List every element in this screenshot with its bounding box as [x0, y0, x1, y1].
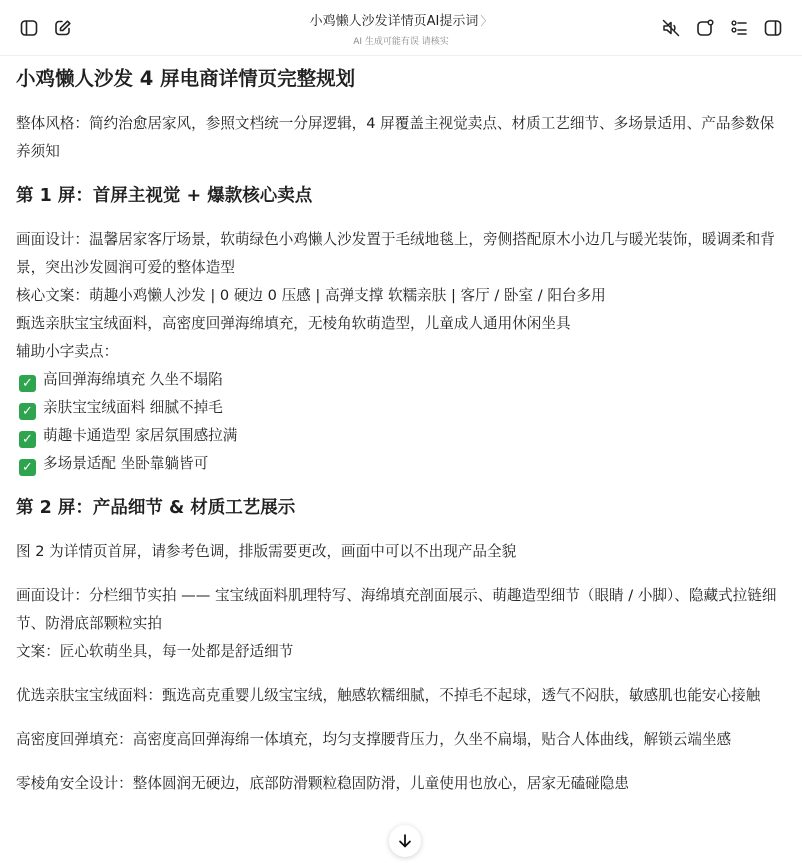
- list-item: [16, 422, 788, 450]
- chat-title[interactable]: [200, 10, 602, 29]
- check-icon: ✓: [19, 459, 36, 476]
- list-item-text: 高回弹海绵填充 久坐不塌陷: [43, 371, 223, 388]
- list-icon: [729, 18, 749, 38]
- list-item-text: 亲肤宝宝绒面料 细腻不掉毛: [43, 399, 223, 416]
- check-icon: ✓: [19, 431, 36, 448]
- section-2-heading: 第 2 屏：产品细节 & 材质工艺展示: [16, 498, 296, 518]
- outline-button[interactable]: [724, 13, 754, 43]
- sidebar-toggle-icon: [19, 18, 39, 38]
- chevron-right-icon: 〉: [480, 14, 493, 28]
- s2-note-paragraph: 图 2 为详情页首屏，请参考色调，排版需要更改，画面中可以不出现产品全貌: [16, 543, 517, 560]
- list-item: [16, 394, 788, 422]
- mute-button[interactable]: [656, 13, 686, 43]
- list-item: [16, 366, 788, 394]
- s2-filling-paragraph: 高密度回弹填充：高密度高回弹海绵一体填充，均匀支撑腰背压力，久坐不扁塌，贴合人体曲线，解锁云端坐感: [16, 731, 732, 748]
- panel-toggle-icon: [763, 18, 783, 38]
- share-button[interactable]: [690, 13, 720, 43]
- check-icon: ✓: [19, 375, 36, 392]
- intro-paragraph: 整体风格：简约治愈居家风，参照文档统一分屏逻辑，4 屏覆盖主视觉卖点、材质工艺细节、多场景适用、产品参数保养须知: [16, 115, 775, 160]
- s2-fabric-paragraph: 优选亲肤宝宝绒面料：甄选高克重婴儿级宝宝绒，触感软糯细腻，不掉毛不起球，透气不闷肤，敏感肌也能安心接触: [16, 687, 761, 704]
- document-content: [16, 56, 788, 798]
- share-icon: [695, 18, 715, 38]
- sidebar-toggle-button[interactable]: [14, 13, 44, 43]
- s1-design-paragraph: 画面设计：温馨居家客厅场景，软萌绿色小鸡懒人沙发置于毛绒地毯上，旁侧搭配原木小边几与暖光装饰，暖调柔和背景，突出沙发圆润可爱的整体造型: [16, 231, 775, 276]
- s1-desc-paragraph: 甄选亲肤宝宝绒面料，高密度回弹海绵填充，无棱角软萌造型，儿童成人通用休闲坐具: [16, 315, 571, 332]
- s2-design-paragraph: 画面设计：分栏细节实拍 —— 宝宝绒面料肌理特写、海绵填充剖面展示、萌趣造型细节（眼睛 / 小脚）、隐藏式拉链细节、防滑底部颗粒实拍: [16, 587, 777, 632]
- chat-title-area[interactable]: [200, 10, 602, 47]
- arrow-down-icon: [396, 832, 414, 850]
- s2-safety-paragraph: 零棱角安全设计：整体圆润无硬边，底部防滑颗粒稳固防滑，儿童使用也放心，居家无磕碰隐患: [16, 775, 629, 792]
- speaker-mute-icon: [661, 18, 681, 38]
- panel-toggle-button[interactable]: [758, 13, 788, 43]
- section-1-heading: 第 1 屏：首屏主视觉 + 爆款核心卖点: [16, 186, 313, 206]
- list-item: [16, 450, 788, 478]
- chat-title-text: 小鸡懒人沙发详情页AI提示词: [309, 14, 479, 29]
- document-title: 小鸡懒人沙发 4 屏电商详情页完整规划: [16, 67, 356, 90]
- check-icon: ✓: [19, 403, 36, 420]
- s1-copy-paragraph: 核心文案：萌趣小鸡懒人沙发 | 0 硬边 0 压感 | 高弹支撑 软糯亲肤 | 客厅 / 卧室 / 阳台多用: [16, 287, 606, 304]
- ai-disclaimer: AI 生成可能有误 请核实: [353, 37, 449, 47]
- scroll-to-bottom-button[interactable]: [389, 825, 421, 857]
- edit-icon: [53, 18, 73, 38]
- s1-sub-label: 辅助小字卖点：: [16, 343, 119, 360]
- list-item-text: 萌趣卡通造型 家居氛围感拉满: [43, 427, 238, 444]
- list-item-text: 多场景适配 坐卧靠躺皆可: [43, 455, 209, 472]
- top-bar: [0, 0, 802, 56]
- s2-copy-paragraph: 文案：匠心软萌坐具，每一处都是舒适细节: [16, 643, 294, 660]
- new-chat-button[interactable]: [48, 13, 78, 43]
